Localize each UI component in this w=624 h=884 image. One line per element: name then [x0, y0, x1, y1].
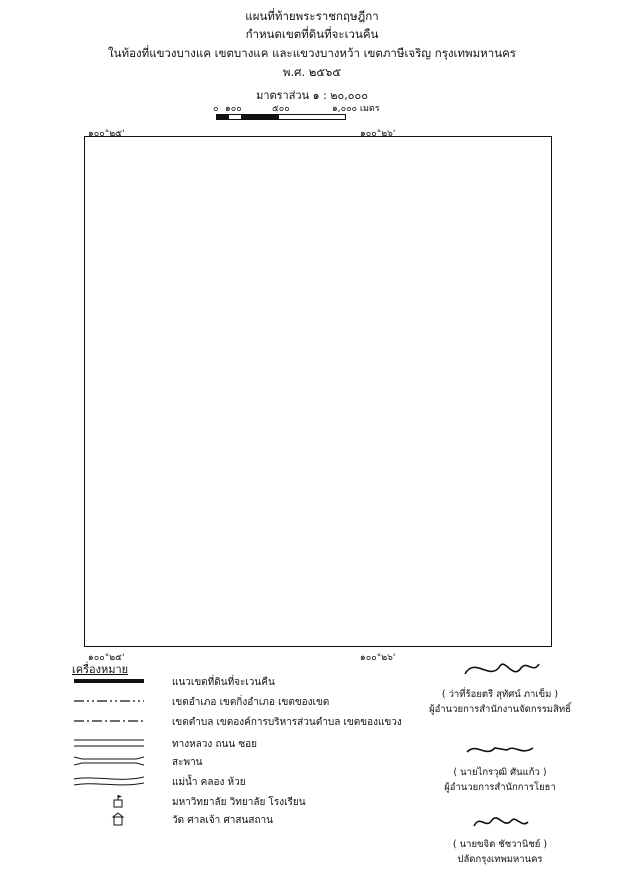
bridge-symbol: [74, 754, 144, 768]
signer-1-title: ผู้อำนวยการสำนักงานจัดกรรมสิทธิ์: [429, 704, 571, 715]
handwritten-signature-1: [455, 654, 545, 684]
map-corner-bottom-left: ๑๐๐°๒๕': [88, 653, 125, 663]
scale-tick-100: ๑๐๐: [225, 104, 242, 114]
scale-tick-0: ๐: [213, 104, 219, 114]
subdistrict-boundary-symbol: [74, 714, 144, 728]
legend-label-bridge: สะพาน: [172, 757, 203, 768]
signer-2-title: ผู้อำนวยการสำนักการโยธา: [444, 782, 556, 793]
signature-block-2: [400, 736, 600, 795]
school-icon: [74, 794, 144, 808]
signer-1-name: ( ว่าที่ร้อยตรี สุทัศน์ ภาเข็ม ): [441, 689, 559, 700]
map-corner-top-right: ๑๐๐°๒๖': [360, 129, 396, 139]
legend-label-district-boundary: เขตอำเภอ เขตกิ่งอำเภอ เขตของเขต: [172, 697, 330, 708]
legend-title: เครื่องหมาย: [72, 663, 129, 676]
legend-label-expropriation: แนวเขตที่ดินที่จะเวนคืน: [172, 677, 275, 688]
handwritten-signature-2: [455, 736, 545, 762]
legend-label-subdistrict-boundary: เขตตำบล เขตองค์การบริหารส่วนตำบล เขตของแขวง: [172, 717, 402, 728]
legend-label-temple: วัด ศาลเจ้า ศาสนสถาน: [172, 815, 273, 826]
signature-block-3: [400, 810, 600, 867]
temple-icon: [74, 812, 144, 826]
legend-label-school: มหาวิทยาลัย วิทยาลัย โรงเรียน: [172, 797, 306, 808]
map-corner-bottom-right: ๑๐๐°๒๖': [360, 653, 396, 663]
header-line-2: กำหนดเขตที่ดินที่จะเวนคืน: [245, 27, 379, 41]
legend-label-road: ทางหลวง ถนน ซอย: [172, 739, 258, 750]
scale-tick-500: ๕๐๐: [272, 104, 290, 114]
road-symbol: [74, 736, 144, 750]
map-frame: [84, 136, 552, 647]
scale-text: มาตราส่วน ๑ : ๒๐,๐๐๐: [256, 89, 368, 102]
scale-tick-1000: ๑,๐๐๐ เมตร: [332, 104, 380, 114]
signer-3-name: ( นายขจิต ชัชวานิชย์ ): [452, 839, 548, 850]
expropriation-line-symbol: [74, 674, 144, 688]
header-line-3: ในท้องที่แขวงบางแค เขตบางแค และแขวงบางหว้า เขตภาษีเจริญ กรุงเทพมหานคร: [108, 46, 516, 60]
waterway-symbol: [74, 774, 144, 788]
legend-label-waterway: แม่น้ำ คลอง ห้วย: [172, 777, 246, 788]
district-boundary-symbol: [74, 694, 144, 708]
signer-2-name: ( นายไกรวุฒิ ศันแก้ว ): [453, 767, 547, 778]
header-line-1: แผนที่ท้ายพระราชกฤษฎีกา: [245, 9, 379, 23]
handwritten-signature-3: [460, 810, 540, 834]
signature-block-1: [400, 654, 600, 717]
map-corner-top-left: ๑๐๐°๒๕': [88, 129, 125, 139]
signer-3-title: ปลัดกรุงเทพมหานคร: [457, 854, 543, 865]
header-line-4: พ.ศ. ๒๕๖๕: [282, 65, 342, 79]
